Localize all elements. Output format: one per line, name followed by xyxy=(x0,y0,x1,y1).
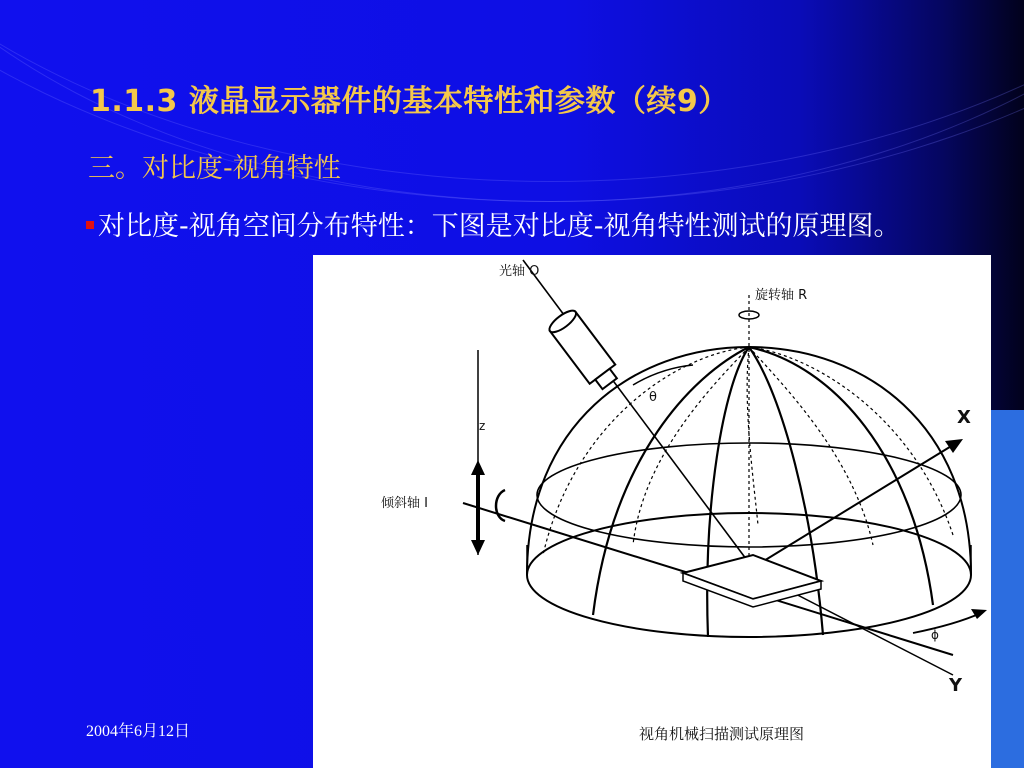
slide-subtitle: 三。对比度-视角特性 xyxy=(88,153,341,184)
theta-arc xyxy=(633,365,693,385)
slide-title: 1.1.3 液晶显示器件的基本特性和参数（续9） xyxy=(90,84,729,119)
label-z: z xyxy=(479,419,486,433)
phi-arc xyxy=(913,613,981,633)
bullet-icon xyxy=(86,221,94,229)
dome-diagram xyxy=(313,255,991,768)
label-rotation-axis: 旋转轴 R xyxy=(755,288,808,303)
x-arrow-icon xyxy=(945,439,963,453)
bullet-text: 对比度-视角空间分布特性：下图是对比度-视角特性测试的原理图。 xyxy=(98,211,901,242)
footer-date: 2004年6月12日 xyxy=(86,723,191,740)
optical-axis-line xyxy=(523,260,773,595)
diagram-figure xyxy=(313,255,991,768)
label-phi: ϕ xyxy=(931,628,939,642)
label-theta: θ xyxy=(649,390,657,405)
bullet-paragraph xyxy=(86,208,1001,246)
label-y: Y xyxy=(949,675,963,696)
label-x: X xyxy=(957,407,971,428)
label-tilt-axis: 倾斜轴 I xyxy=(381,496,428,511)
label-optical-axis: 光轴 O xyxy=(499,264,540,279)
phi-arrow-icon xyxy=(971,609,987,619)
detector-tube xyxy=(546,307,622,393)
z-down-arrow-icon xyxy=(471,540,485,555)
figure-caption: 视角机械扫描测试原理图 xyxy=(639,725,805,743)
z-up-arrow-icon xyxy=(471,460,485,475)
